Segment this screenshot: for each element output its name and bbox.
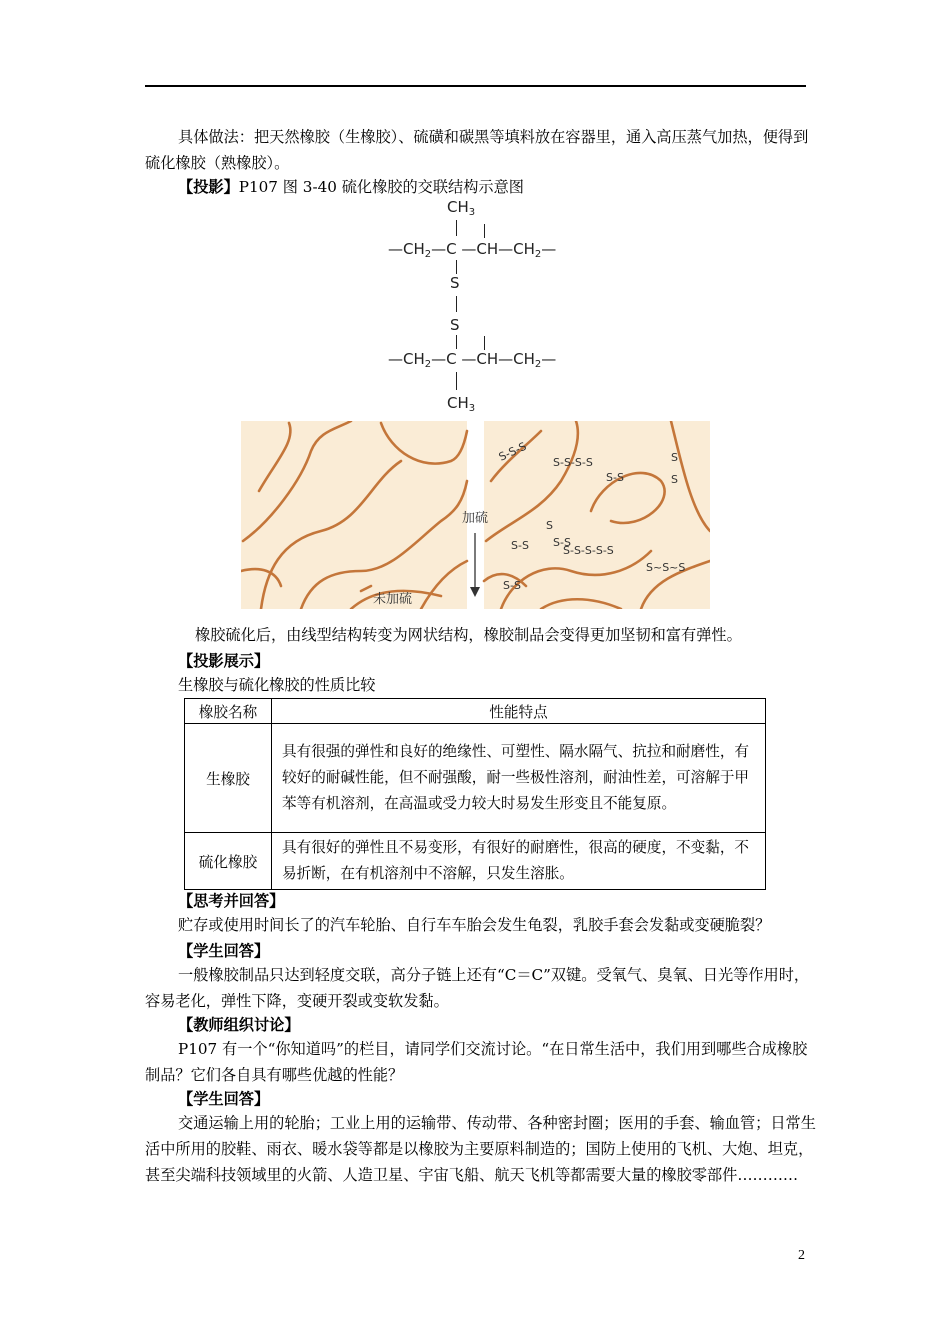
projection-caption: P107 图 3-40 硫化橡胶的交联结构示意图: [238, 178, 524, 196]
s-bridge-single-1: S: [671, 451, 678, 464]
student-answer-heading-2: 【学生回答】: [178, 1090, 270, 1108]
projection-display-heading: 【投影展示】: [178, 652, 270, 670]
s-bridge-4: S-S: [553, 536, 571, 549]
bond-s2-c: [456, 335, 457, 349]
formula-sulfur-1: S: [450, 274, 460, 292]
student-answer-1: 一般橡胶制品只达到轻度交联，高分子链上还有“C＝C”双键。受氧气、臭氧、日光等作用时，容易老化，弹性下降，变硬开裂或变软发黏。: [145, 966, 810, 1010]
page-number: 2: [798, 1248, 805, 1263]
formula-chain-2: $—CH_2—C$ $—CH—CH_2—$: [388, 350, 557, 370]
bond-c-s1: [456, 260, 457, 274]
rubber-property-table: [184, 698, 766, 890]
bond-bottom-c: [456, 372, 457, 390]
formula-top-ch3: $CH_3$: [447, 198, 476, 218]
think-question: 贮存或使用时间长了的汽车轮胎、自行车车胎会发生龟裂，乳胶手套会发黏或变硬脆裂？: [178, 916, 771, 934]
table-caption: 生橡胶与硫化橡胶的性质比较: [178, 676, 376, 694]
structure-change-paragraph: 橡胶硫化后，由线型结构转变为网状结构，橡胶制品会变得更加坚韧和富有弹性。: [195, 626, 742, 644]
projection-label: 【投影】: [178, 178, 239, 196]
s-bridge-8: S-S: [503, 579, 521, 592]
bond-ch-2: [484, 336, 485, 350]
bond-s-s: [456, 296, 457, 312]
projection-heading: [178, 176, 524, 198]
formula-sulfur-2: S: [450, 316, 460, 334]
arrow-head: [470, 587, 480, 597]
s-bridge-2: S-S-S-S: [553, 456, 593, 469]
header-rubber-name: 橡胶名称: [185, 699, 272, 724]
teacher-discussion-heading: 【教师组织讨论】: [178, 1016, 300, 1034]
table-row: [185, 724, 766, 833]
student-answer-2: 交通运输上用的轮胎；工业上用的运输带、传动带、各种密封圈；医用的手套、输血管；日常生活中所用的胶鞋、雨衣、暖水袋等都是以橡胶为主要原料制造的；国防上使用的飞机、大炮、坦克，甚至尖端科技领域里的火箭、人造卫星、宇宙飞船、航天飞机等都需要大量的橡胶零部件…………: [145, 1114, 816, 1184]
vulcanization-figure: [241, 421, 710, 609]
s-bridge-5: S-S: [511, 539, 529, 552]
s-bridge-3: S-S: [606, 471, 624, 484]
student-answer-heading-1: 【学生回答】: [178, 942, 270, 960]
row-desc-raw-rubber: 具有很强的弹性和良好的绝缘性、可塑性、隔水隔气、抗拉和耐磨性，有较好的耐碱性能，但不耐强酸，耐一些极性溶剂，耐油性差，可溶解于甲苯等有机溶剂，在高温或受力较大时易发生形变且不能复原。: [272, 724, 766, 833]
arrow-label: 加硫: [461, 511, 489, 526]
header-rule: [145, 85, 806, 87]
s-bridge-single-3: S: [546, 519, 553, 532]
unvulcanized-label: 未加硫: [373, 592, 413, 607]
s-bridge-1: S-S-S: [496, 439, 529, 464]
row-name-raw-rubber: 生橡胶: [185, 724, 272, 833]
unvulcanized-panel: [241, 421, 467, 609]
table-row: [185, 833, 766, 890]
bond-top-ch: [484, 224, 485, 238]
formula-chain-1: $—CH_2—C$ $—CH—CH_2—$: [388, 240, 557, 260]
think-heading: 【思考并回答】: [178, 892, 285, 910]
s-bridge-single-2: S: [671, 473, 678, 486]
header-properties: 性能特点: [272, 699, 766, 724]
s-bridge-6: S-S-S-S-S: [563, 544, 614, 557]
teacher-discussion-text: P107 有一个“你知道吗”的栏目，请同学们交流讨论。“在日常生活中，我们用到哪些合成橡胶制品？它们各自具有哪些优越的性能？: [145, 1040, 808, 1084]
vulcanize-arrow: [470, 533, 480, 597]
row-name-vulcanized-rubber: 硫化橡胶: [185, 833, 272, 890]
table-header-row: [185, 699, 766, 724]
bond-top-c: [456, 220, 457, 236]
row-desc-vulcanized-rubber: 具有很好的弹性且不易变形，有很好的耐磨性，很高的硬度，不变黏，不易折断，在有机溶剂中不溶解，只发生溶胀。: [272, 833, 766, 890]
method-paragraph: 具体做法：把天然橡胶（生橡胶）、硫磺和碳黑等填料放在容器里，通入高压蒸气加热，便得到硫化橡胶（熟橡胶）。: [145, 128, 809, 172]
s-bridge-7: S~S~S: [646, 561, 686, 574]
formula-bottom-ch3: $CH_3$: [447, 394, 476, 414]
